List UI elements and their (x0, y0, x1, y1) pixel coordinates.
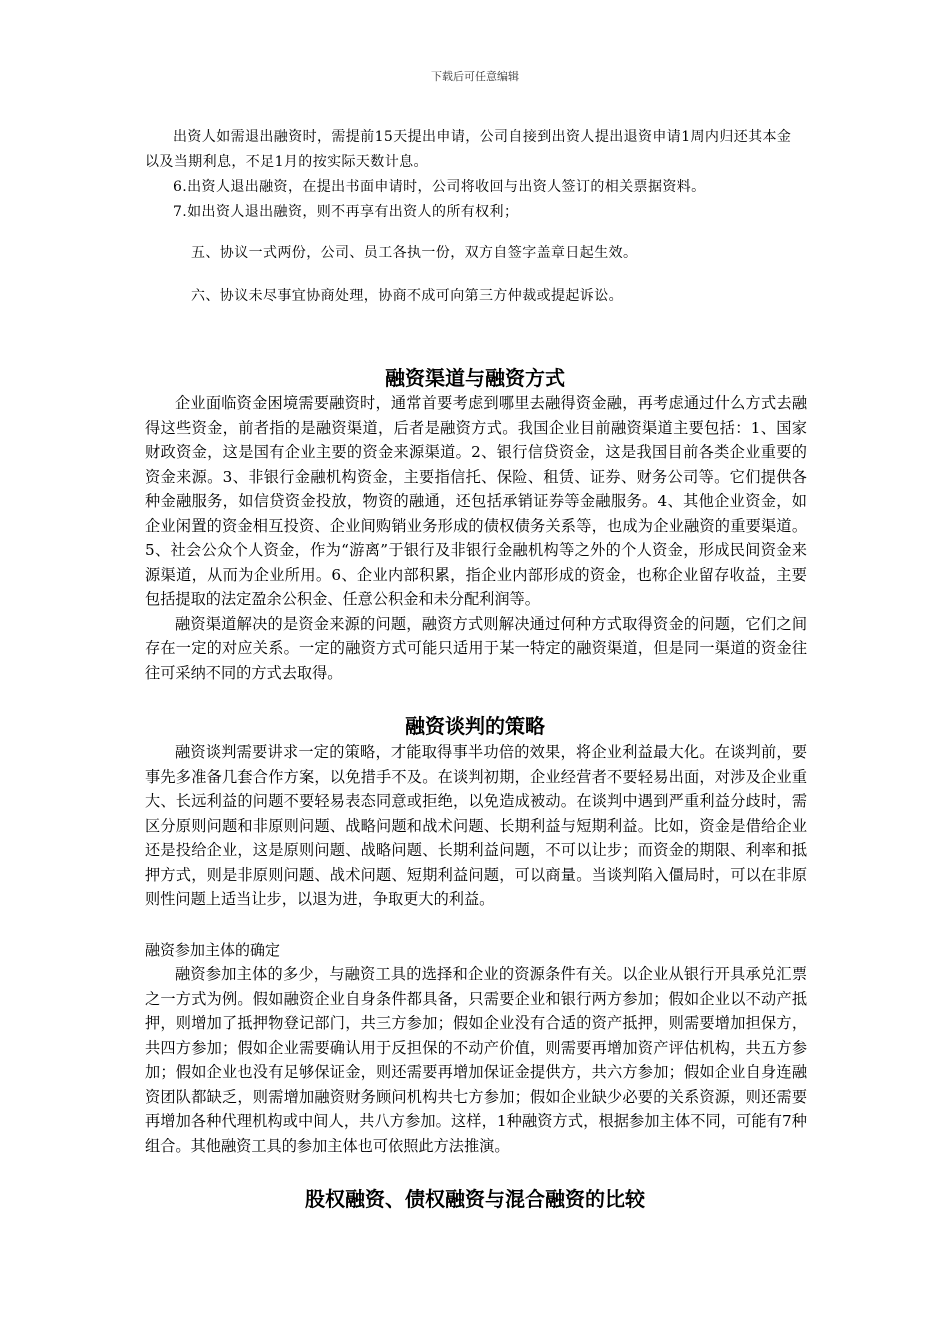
contract-clause-withdrawal (145, 125, 805, 225)
section-title: 融资渠道与融资方式 (385, 366, 565, 390)
contract-clause-copies (145, 241, 805, 266)
contract-paragraph: 出资人如需退出融资时，需提前15天提出申请，公司自接到出资人提出退资申请1周内归还其本金以及当期利息，不足1月的按实际天数计息。 (145, 129, 792, 170)
contract-paragraph: 六、协议未尽事宜协商处理，协商不成可向第三方仲裁或提起诉讼。 (191, 288, 623, 304)
contract-paragraph: 6.出资人退出融资，在提出书面申请时，公司将收回与出资人签订的相关票据资料。 (173, 179, 706, 195)
subsection-title: 融资参加主体的确定 (145, 941, 281, 959)
section-body (145, 740, 807, 912)
section-title: 股权融资、债权融资与混合融资的比较 (305, 1187, 645, 1211)
contract-paragraph: 五、协议一式两份，公司、员工各执一份，双方自签字盖章日起生效。 (191, 245, 638, 261)
section-title: 融资谈判的策略 (405, 714, 545, 738)
body-paragraph: 企业面临资金困境需要融资时，通常首要考虑到哪里去融得资金融，再考虑通过什么方式去融得这些资金，前者指的是融资渠道，后者是融资方式。我国企业目前融资渠道主要包括：1、国家财政资金，这是国有企业主要的资金来源渠道。2、银行信贷资金，这是我国目前各类企业重要的资金来源。3、非银行金融机构资金，主要指信托、保险、租赁、证券、财务公司等。它们提供各种金融服务，如信贷资金投放，物资的融通，还包括承销证券等金融服务。4、其他企业资金，如企业闲置的资金相互投资、企业间购销业务形成的债权债务关系等，也成为企业融资的重要渠道。5、社会公众个人资金，作为“游离”于银行及非银行金融机构等之外的个人资金，形成民间资金来源渠道，从而为企业所用。6、企业内部积累，指企业内部形成的资金，也称企业留存收益，主要包括提取的法定盈余公积金、任意公积金和未分配利润等。 (145, 394, 807, 608)
section-body (145, 962, 807, 1158)
body-paragraph: 融资渠道解决的是资金来源的问题，融资方式则解决通过何种方式取得资金的问题，它们之间存在一定的对应关系。一定的融资方式可能只适用于某一特定的融资渠道，但是同一渠道的资金往往可采纳不同的方式去取得。 (145, 614, 807, 682)
contract-clause-disputes (145, 284, 805, 309)
body-paragraph: 融资参加主体的多少，与融资工具的选择和企业的资源条件有关。以企业从银行开具承兑汇票之一方式为例。假如融资企业自身条件都具备，只需要企业和银行两方参加；假如企业以不动产抵押，则增加了抵押物登记部门，共三方参加；假如企业没有合适的资产抵押，则需要增加担保方，共四方参加；假如企业需要确认用于反担保的不动产价值，则需要再增加资产评估机构，共五方参加；假如企业也没有足够保证金，则还需要再增加保证金提供方，共六方参加；假如企业自身连融资团队都缺乏，则需增加融资财务顾问机构共七方参加；假如企业缺少必要的关系资源，则还需要再增加各种代理机构或中间人，共八方参加。这样，1种融资方式，根据参加主体不同，可能有7种组合。其他融资工具的参加主体也可依照此方法推演。 (145, 965, 807, 1155)
page-header: 下载后可任意编辑 (431, 70, 519, 83)
section-body (145, 391, 807, 685)
contract-paragraph: 7.如出资人退出融资，则不再享有出资人的所有权利； (173, 204, 519, 220)
body-paragraph: 融资谈判需要讲求一定的策略，才能取得事半功倍的效果，将企业利益最大化。在谈判前，要事先多准备几套合作方案，以免措手不及。在谈判初期，企业经营者不要轻易出面，对涉及企业重大、长远利益的问题不要轻易表态同意或拒绝，以免造成被动。在谈判中遇到严重利益分歧时，需区分原则问题和非原则问题、战略问题和战术问题、长期利益与短期利益。比如，资金是借给企业还是投给企业，这是原则问题、战略问题、长期利益问题，不可以让步；而资金的期限、利率和抵押方式，则是非原则问题、战术问题、短期利益问题，可以商量。当谈判陷入僵局时，可以在非原则性问题上适当让步，以退为进，争取更大的利益。 (145, 743, 807, 908)
